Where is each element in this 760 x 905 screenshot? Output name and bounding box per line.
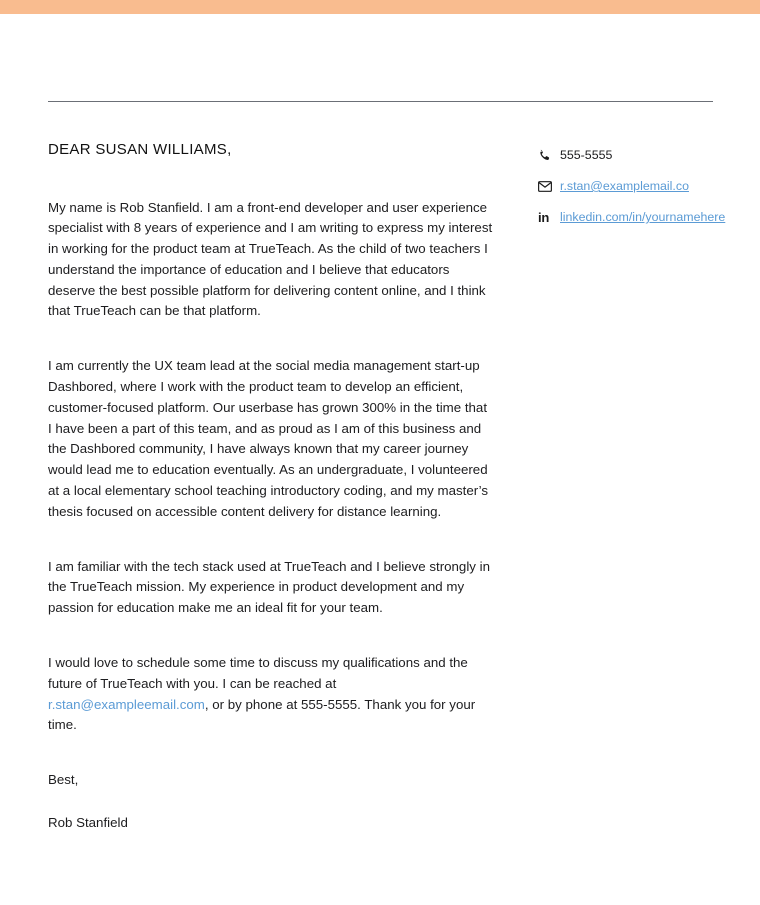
contact-row-phone [538, 146, 753, 164]
letter-signature-name: Rob Stanfield [48, 815, 128, 831]
envelope-icon [538, 181, 560, 192]
contact-row-linkedin [538, 208, 753, 226]
letter-greeting: DEAR SUSAN WILLIAMS, [48, 141, 232, 158]
letter-paragraph-1: My name is Rob Stanfield. I am a front-end developer and user experience specialist with 8 years of experience and I am writing to express my interest in working for the product team at TrueTeach. As the child of two teachers I understand the importance of education and I believe that educators deserve the best possible platform for delivering content online, and I think that TrueTeach can be that platform. [48, 199, 493, 319]
inline-email-link[interactable]: r.stan@exampleemail.com [48, 696, 205, 712]
phone-icon [538, 149, 560, 162]
letter-closing-paragraph [48, 653, 494, 736]
closing-text-after-link: , or by phone at 555-5555. Thank you for your time. [48, 696, 476, 733]
closing-text-before-link: I would love to schedule some time to discuss my qualifications and the future of TrueTeach with you. I can be reached at [48, 655, 468, 691]
linkedin-icon [538, 211, 560, 224]
letter-signoff: Best, [48, 772, 79, 788]
header-divider [48, 101, 713, 102]
contact-phone-value: 555-5555 [560, 148, 613, 162]
contact-column [538, 146, 753, 226]
contact-linkedin-link[interactable]: linkedin.com/in/yournamehere [560, 210, 726, 224]
letter-body-column [48, 140, 494, 834]
contact-email-link[interactable]: r.stan@examplemail.co [560, 179, 689, 193]
letter-paragraph-2: I am currently the UX team lead at the social media management start-up Dashbored, where I work with the product team to develop an efficient, customer-focused platform. Our userbase has grown 300% in the time that I have been a part of this team, and as proud as I am of this business and the Dashbored community, I have always known that my career journey would lead me to education eventually. As an undergraduate, I volunteered at a local elementary school teaching introductory coding, and my master’s thesis focused on accessible content delivery for distance learning. [48, 358, 489, 519]
linkedin-icon-text: in [538, 209, 550, 225]
accent-top-bar [0, 0, 760, 14]
contact-row-email [538, 177, 753, 195]
letter-paragraph-3: I am familiar with the tech stack used at TrueTeach and I believe strongly in the TrueTeach mission. My experience in product development and my passion for education make me an ideal fit for your team. [48, 558, 490, 616]
